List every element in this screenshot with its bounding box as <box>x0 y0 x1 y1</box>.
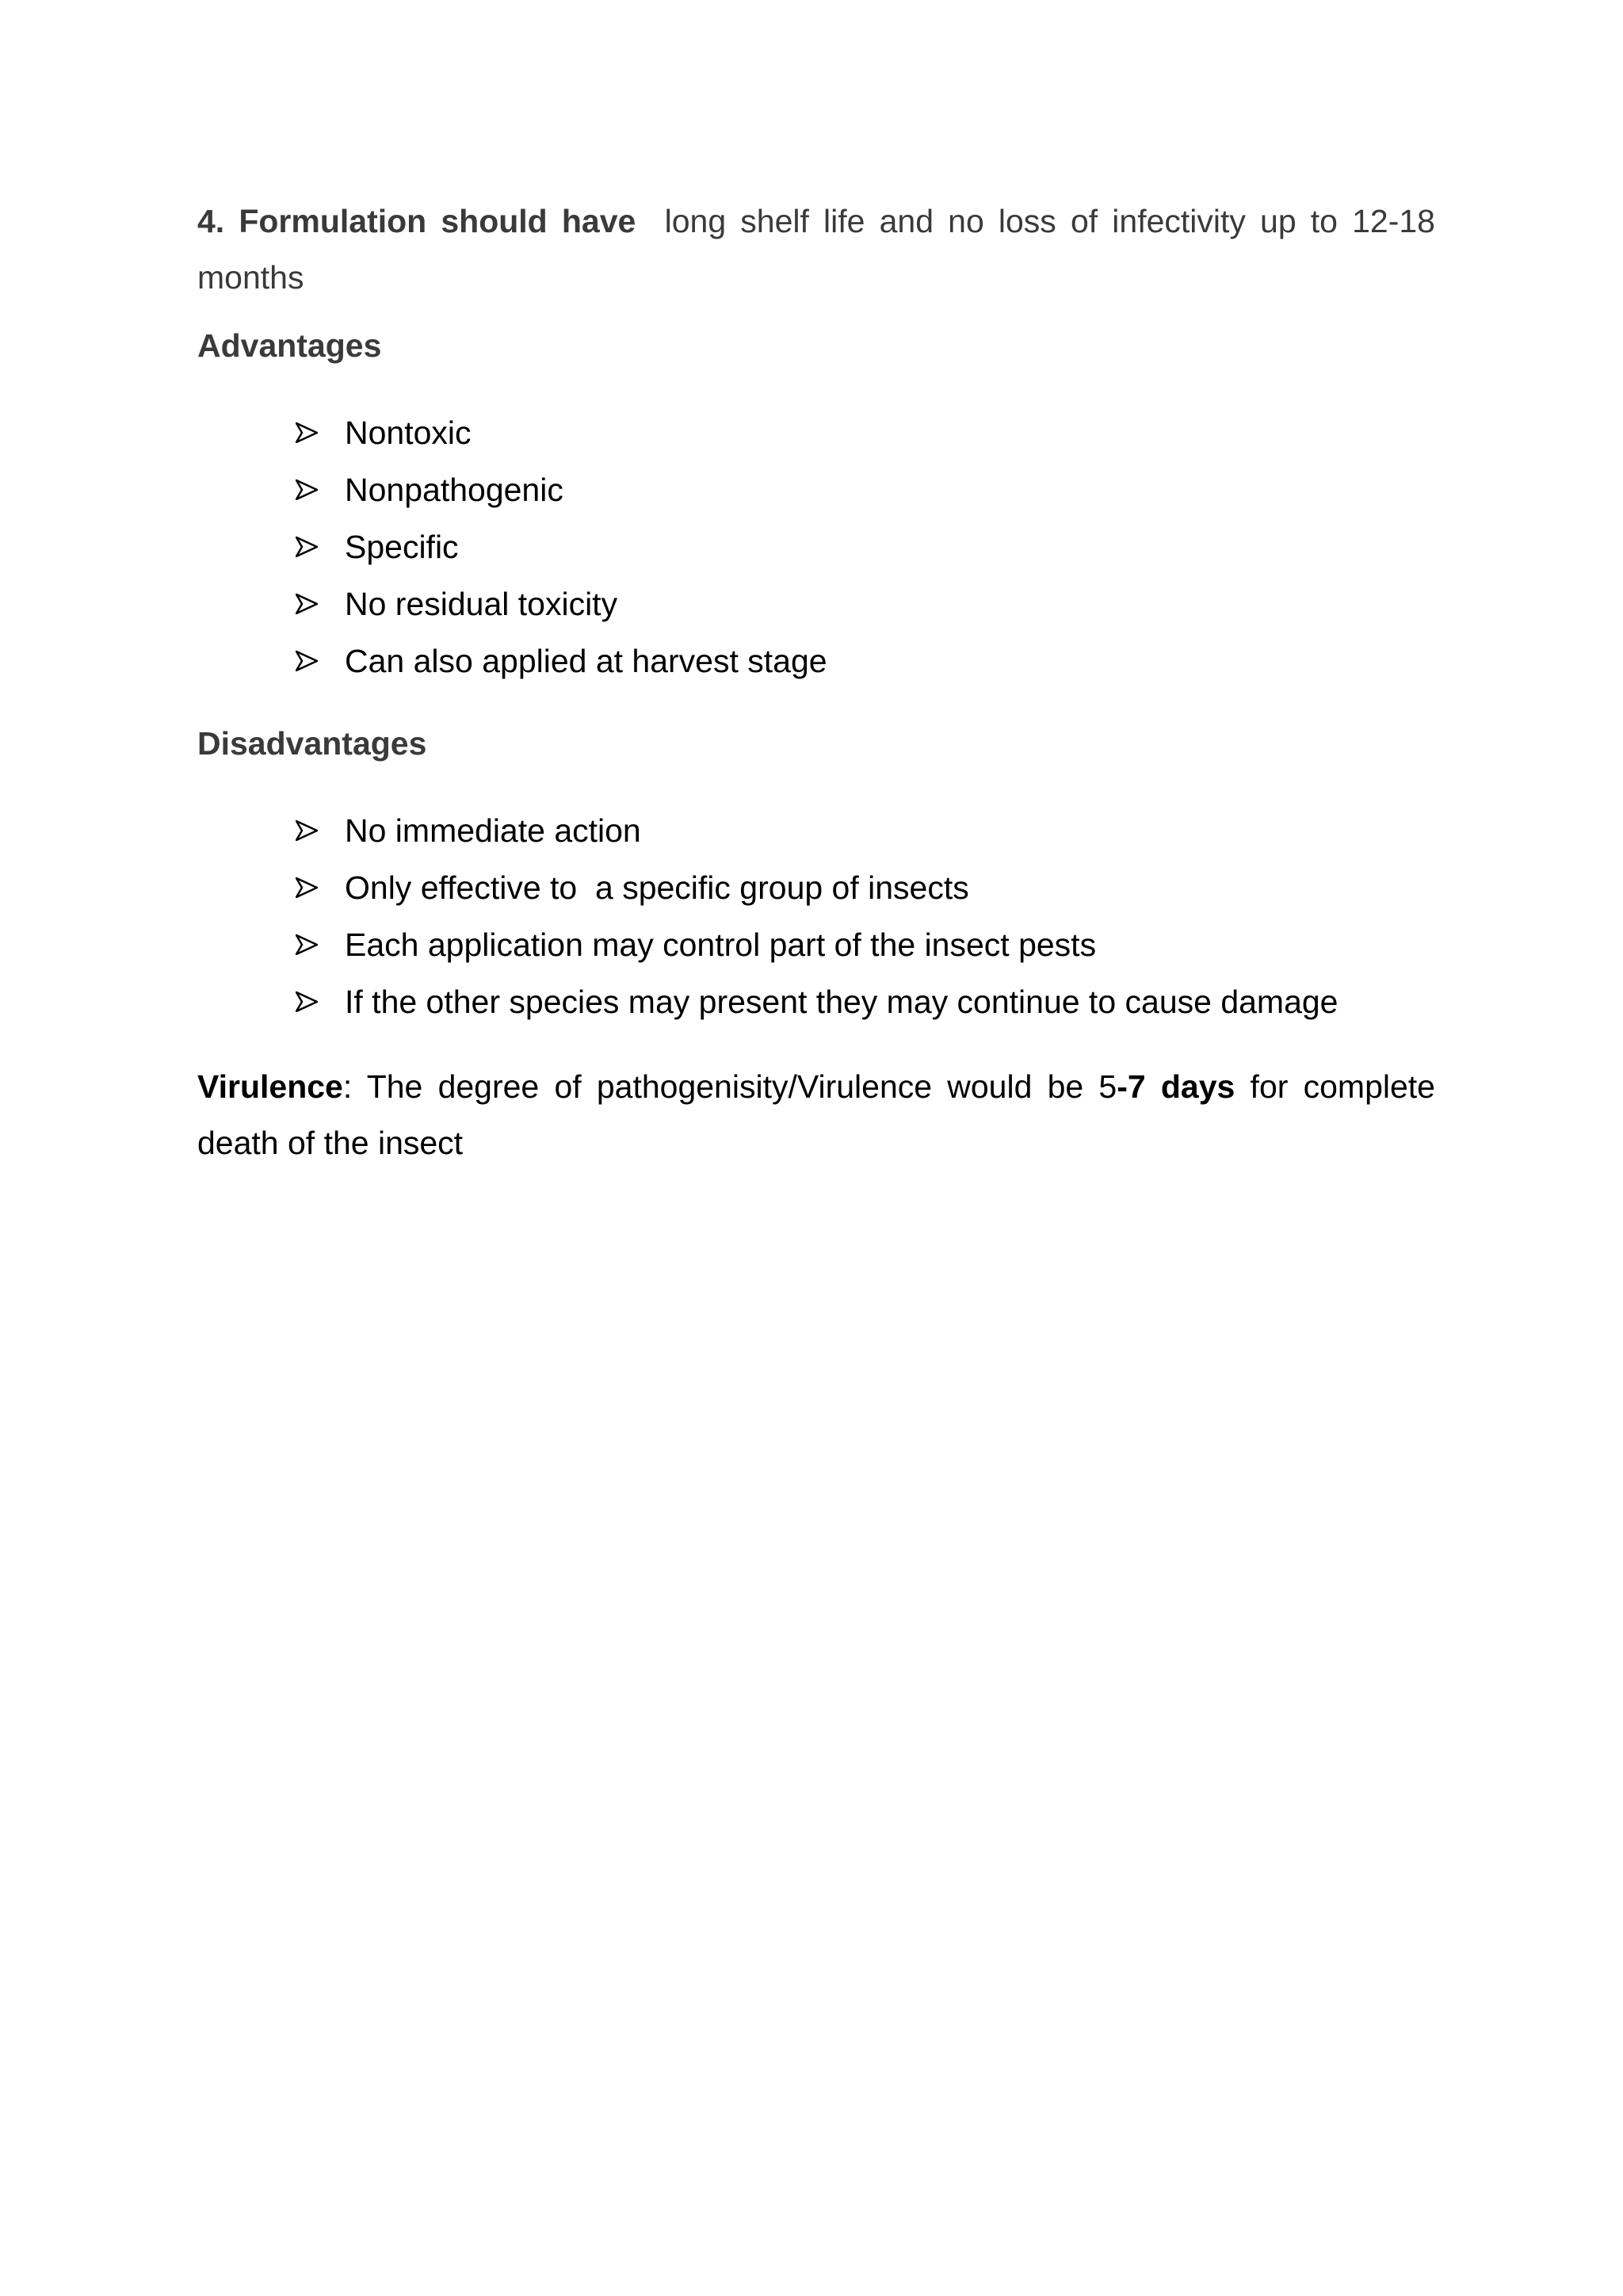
list-item <box>294 859 1435 916</box>
arrowhead-bullet-icon <box>294 632 326 690</box>
formulation-label: 4. Formulation should have <box>197 203 636 239</box>
arrowhead-bullet-icon <box>294 575 326 632</box>
arrowhead-bullet-icon <box>294 404 326 461</box>
advantage-text: Nonpathogenic <box>345 472 563 508</box>
advantage-text: No residual toxicity <box>345 586 618 622</box>
list-item <box>294 632 1435 690</box>
disadvantages-list <box>294 802 1435 1030</box>
page-content <box>197 193 1435 1171</box>
advantage-text: Can also applied at harvest stage <box>345 643 827 679</box>
disadvantage-text: Only effective to a specific group of insects <box>345 869 969 906</box>
arrowhead-bullet-icon <box>294 461 326 518</box>
arrowhead-bullet-icon <box>294 973 326 1030</box>
list-item <box>294 575 1435 632</box>
advantage-text: Nontoxic <box>345 415 472 451</box>
disadvantage-text: If the other species may present they may continue to cause damage <box>345 984 1338 1020</box>
list-item <box>294 518 1435 575</box>
disadvantages-heading: Disadvantages <box>197 725 427 762</box>
virulence-text-end: for complete death of the insect <box>197 1068 1435 1161</box>
arrowhead-bullet-icon <box>294 802 326 859</box>
virulence-paragraph <box>197 1059 1435 1171</box>
arrowhead-bullet-icon <box>294 518 326 575</box>
list-item <box>294 461 1435 518</box>
virulence-label: Virulence <box>197 1068 343 1105</box>
advantages-heading: Advantages <box>197 327 382 364</box>
arrowhead-bullet-icon <box>294 916 326 973</box>
list-item <box>294 802 1435 859</box>
disadvantage-text: Each application may control part of the insect pests <box>345 926 1097 963</box>
formulation-paragraph <box>197 193 1435 306</box>
list-item <box>294 973 1435 1030</box>
list-item <box>294 916 1435 973</box>
virulence-text: : The degree of pathogenisity/Virulence would be 5 <box>342 1068 1117 1105</box>
disadvantage-text: No immediate action <box>345 812 641 849</box>
virulence-days: -7 days <box>1117 1068 1235 1105</box>
advantage-text: Specific <box>345 529 459 565</box>
formulation-text: long shelf life and no loss of infectivity up to 12-18 months <box>197 203 1435 296</box>
list-item <box>294 404 1435 461</box>
arrowhead-bullet-icon <box>294 859 326 916</box>
advantages-list <box>294 404 1435 690</box>
